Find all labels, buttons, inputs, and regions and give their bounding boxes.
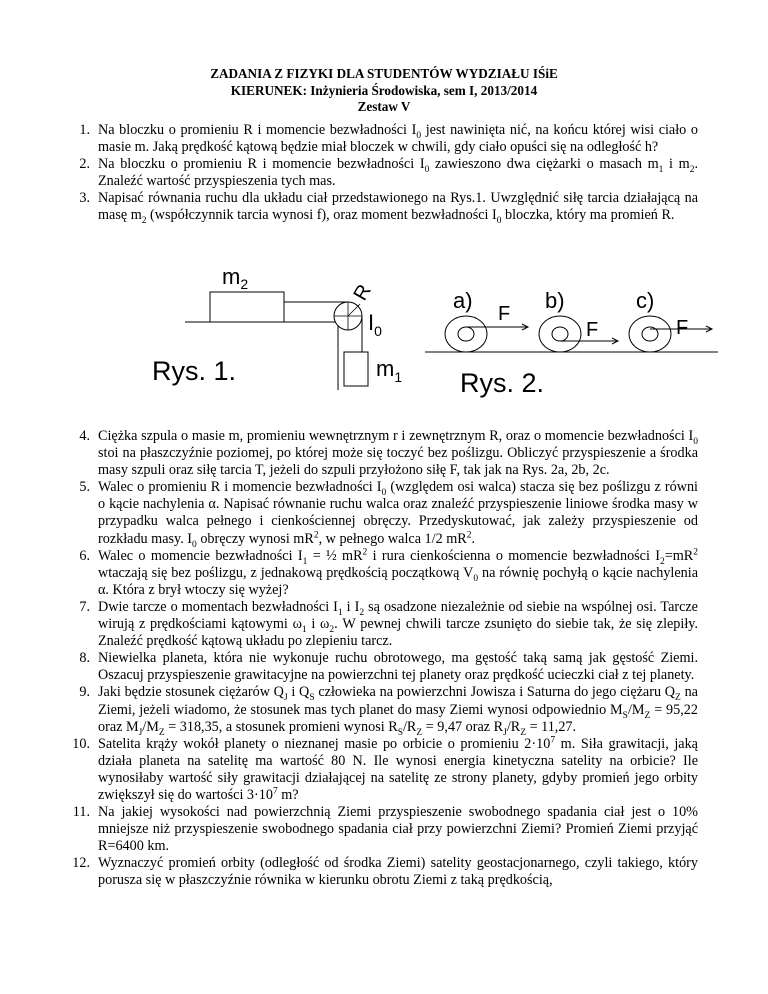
problem-number: 7. [79,598,90,615]
force-b-label: F [586,319,599,341]
label-b: b) [545,288,565,313]
figure-1-caption: Rys. 1. [152,356,237,386]
force-c-label: F [676,317,689,339]
problem-item [64,122,698,156]
problem-number: 2. [79,156,90,173]
document-header [0,66,768,116]
problem-number: 12. [72,855,90,872]
problem-text: Jaki będzie stosunek ciężarów $Q_J$ i $Q_S$ człowieka na powierzchni Jowisza i Saturna do jego ciężaru $Q_Z$ na Ziemi, jeżeli wiadomo, że stosunek mas tych planet do masy Ziemi wynosi odpowiednio $M_S/M_Z = 95,22$ oraz $M_J/M_Z = 318,35$, a stosunek promieni wynosi $R_S/R_Z = 9,47$ oraz $R_J/R_Z = 11,27$. [98,684,698,738]
problem-number: 11. [72,804,90,821]
problem-text: Satelita krąży wokół planety o nieznanej masie po orbicie o promieniu $2\cdot 10^7$ m. Siła grawitacji, jaką działa planeta na satelitę ma wartość 80 N. Ile wynosi energia kinetyczna satelity na orbicie? Ile wynosiłaby wartość siły grawitacji działającej na satelitę ze strony planety, gdyby promień jego orbity zwiększył się do wartości $3\cdot 10^7$ m? [98,734,698,803]
problem-number: 5. [79,479,90,496]
label-c: c) [636,288,655,313]
figures-svg [0,270,768,420]
problem-list-bottom [64,428,698,890]
figure-1 [152,270,402,390]
problem-item [64,650,698,684]
label-a: a) [453,288,473,313]
figure-2 [425,288,718,398]
problem-text: Wyznaczyć promień orbity (odległość od środka Ziemi) satelity geostacjonarnego, czyli takiego, który porusza się w płaszczyźnie równika w kierunku obrotu Ziemi z taką prędkością, [98,855,698,889]
problem-item [64,479,698,550]
problem-text: Niewielka planeta, która nie wykonuje ruchu obrotowego, ma gęstość taką samą jak gęstość Ziemi. Oszacuj przyspieszenie grawitacyjne na powierzchni tej planety oraz prędkość ucieczki ciał z tej planety. [98,650,698,684]
problem-item [64,156,698,190]
inertia-label: $I_0$ [368,310,382,339]
problem-item [64,804,698,855]
problem-item [64,855,698,889]
problem-text: Walec o promieniu R i momencie bezwładności $I_0$ (względem osi walca) stacza się bez poślizgu z równi o kącie nachylenia α. Napisać równanie ruchu walca oraz znaleźć przyspieszenie liniowe środka masy w przypadku walca pełnego i cienkościennej obręczy. Przedyskutować, jak zależy przyspieszenie od rozkładu masy. $I_0$ obręczy wynosi $mR^2$, w pełnego walca 1/2 $mR^2$. [98,479,698,550]
problem-item [64,190,698,227]
problem-number: 8. [79,650,90,667]
problem-item [64,736,698,804]
figure-2-caption: Rys. 2. [460,368,545,398]
problem-number: 1. [79,122,90,138]
radius-label: R [349,280,376,305]
problem-text: Na bloczku o promieniu R i momencie bezwładności $I_0$ jest nawinięta nić, na końcu której wisi ciało o masie m. Jaką prędkość kątową będzie miał bloczek w chwili, gdy ciało opuści się na odległość h? [98,122,698,156]
problem-item [64,684,698,738]
problem-item [64,548,698,599]
header-course: KIERUNEK: Inżynieria Środowiska, sem I, 2013/2014 [230,82,538,98]
problem-text: Ciężka szpula o masie m, promieniu wewnętrznym r i zewnętrznym R, oraz o momencie bezwładności $I_0$ stoi na płaszczyźnie poziomej, po której może się toczyć bez poślizgu. Obliczyć przyspieszenie a środka masy szpuli oraz siłę tarcia T, jeżeli do szpuli przyłożono siłę F, tak jak na Rys. 2a, 2b, 2c. [98,428,698,479]
problem-number: 3. [79,190,90,207]
mass-2-label: $m_2$ [222,270,249,292]
spool-b-inner [552,327,568,341]
problem-item [64,428,698,479]
problem-number: 4. [79,428,90,444]
force-a-label: F [498,303,511,325]
figures [0,270,768,420]
problem-text: Walec o momencie bezwładności $I_1$ = ½ $mR^2$ i rura cienkościenna o momencie bezwładności $I_2=mR^2$ wtaczają się bez poślizgu, z jednakową prędkością początkową $V_0$ na równię pochyłą o kącie nachylenia α. Która z brył wtoczy się wyżej? [98,546,698,598]
problem-text: Na jakiej wysokości nad powierzchnią Ziemi przyspieszenie swobodnego spadania ciał jest o 10% mniejsze niż przyspieszenie swobodnego spadania ciał przy powierzchni Ziemi? Promień Ziemi przyjąć R=6400 km. [98,804,698,855]
mass-2-block [210,292,284,322]
spool-a-inner [458,327,474,341]
header-set: Zestaw V [357,99,411,114]
mass-1-block [344,352,368,386]
header-title: ZADANIA Z FIZYKI DLA STUDENTÓW WYDZIAŁU IŚiE [210,66,558,81]
problem-text: Napisać równania ruchu dla układu ciał przedstawionego na Rys.1. Uwzględnić siłę tarcia działającą na masę $m_2$ (współczynnik tarcia wynosi f), oraz moment bezwładności $I_0$ bloczka, który ma promień R. [98,190,698,227]
mass-1-label: $m_1$ [376,356,403,385]
problem-list-top [64,122,698,225]
problem-text: Dwie tarcze o momentach bezwładności $I_1$ i $I_2$ są osadzone niezależnie od siebie na wspólnej osi. Tarcze wirują z prędkościami kątowymi $\omega_1$ i $\omega_2$. W pewnej chwili tarcze zsunięto do siebie tak, że się zlepiły. Znaleźć prędkość kątową układu po zlepieniu tarcz. [98,598,698,650]
problem-text: Na bloczku o promieniu R i momencie bezwładności $I_0$ zawieszono dwa ciężarki o masach $m_1$ i $m_2$. Znaleźć wartość przyspieszenia tych mas. [98,156,698,190]
problem-item [64,599,698,650]
problem-number: 6. [79,547,90,564]
problem-number: 9. [79,684,90,701]
problem-number: 10. [72,735,90,752]
